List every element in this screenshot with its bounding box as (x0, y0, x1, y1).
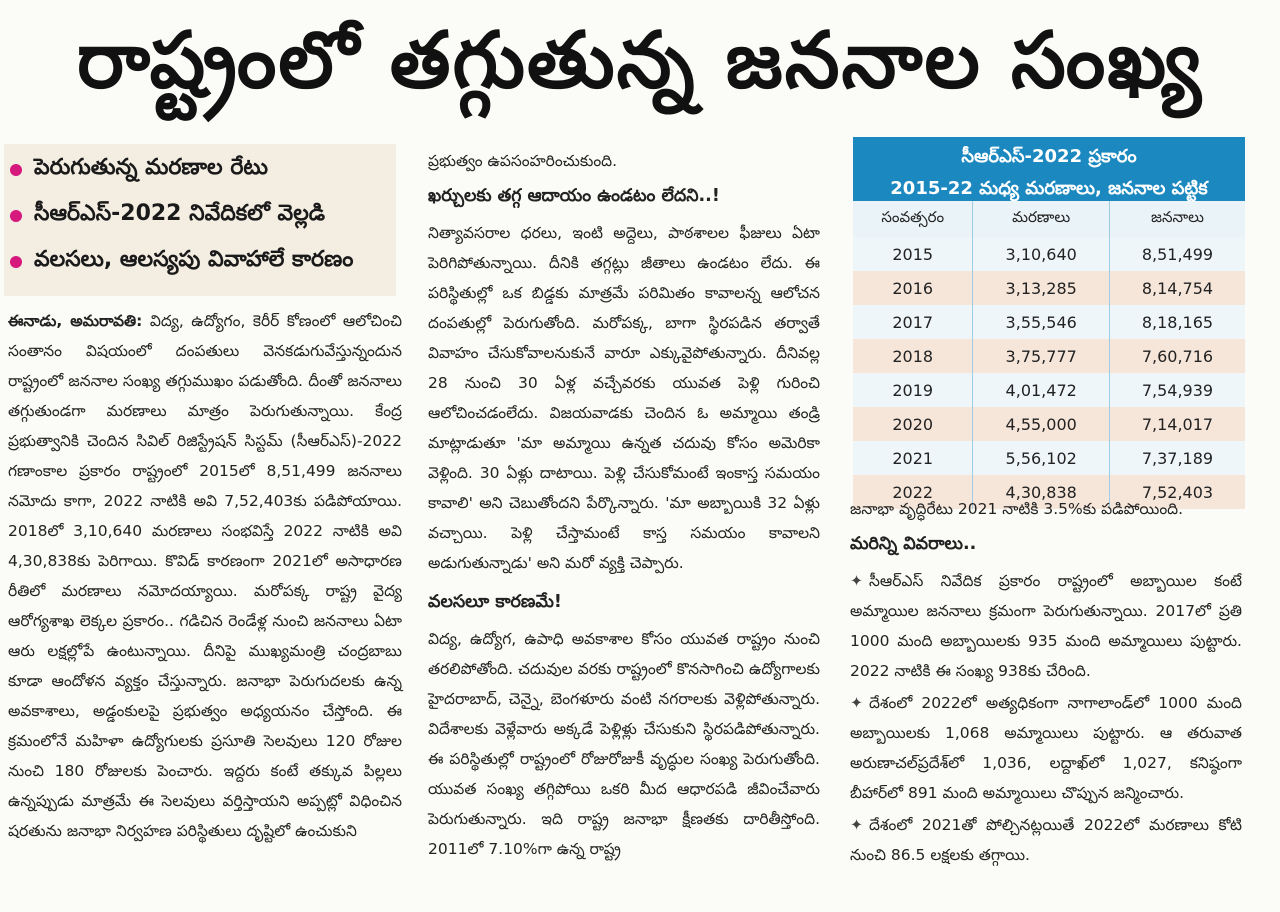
stats-table-box (853, 137, 1245, 502)
article-column-1 (8, 306, 402, 846)
highlights-box (4, 144, 396, 296)
star-bullet-icon: ✦ (850, 572, 863, 590)
subheading: ఖర్చులకు తగ్గ ఆదాయం ఉండటం లేదని..! (428, 186, 720, 206)
star-bullet-icon: ✦ (850, 816, 863, 834)
bullet-paragraph: ✦ దేశంలో 2022లో అత్యధికంగా నాగాలాండ్‌లో 1000 మంది అబ్బాయిలకు 1,068 అమ్మాయిలు పుట్టారు. ఆ తరువాత అరుణాచల్‌ప్రదేశ్‌లో 1,036, లద్దాఖ్‌లో 1,027, కనిష్ఠంగా బీహార్‌లో 891 మంది అమ్మాయిలు చొప్పున జన్మించారు. (850, 694, 1242, 802)
column-header: జననాలు (1109, 201, 1245, 237)
column-header: సంవత్సరం (853, 201, 973, 237)
bullet-dot-icon (10, 210, 22, 222)
highlight-item: వలసలు, ఆలస్యపు వివాహాలే కారణం (4, 242, 396, 282)
bullet-paragraph: ✦ సీఆర్ఎస్ నివేదిక ప్రకారం రాష్ట్రంలో అబ్బాయిల కంటే అమ్మాయిల జననాలు క్రమంగా పెరుగుతున్నాయి. 2017లో ప్రతి 1000 మంది అబ్బాయిలకు 935 మంది అమ్మాయిలు పుట్టారు. 2022 నాటికి ఈ సంఖ్య 938కు చేరింది. (850, 572, 1242, 680)
column-header: మరణాలు (973, 201, 1109, 237)
table-row: 2015 3,10,640 8,51,499 (853, 237, 1245, 271)
bullet-paragraph: ✦ దేశంలో 2021తో పోల్చినట్లయితే 2022లో మరణాలు కోటి నుంచి 86.5 లక్షలకు తగ్గాయి. (850, 816, 1242, 864)
article-column-2 (428, 146, 820, 864)
highlight-item: పెరుగుతున్న మరణాల రేటు (4, 150, 396, 190)
table-row: 2021 5,56,102 7,37,189 (853, 441, 1245, 475)
subheading: మరిన్ని వివరాలు.. (850, 534, 977, 554)
article-paragraph: ప్రభుత్వం ఉపసంహరించుకుంది. (428, 152, 618, 170)
table-row: 2020 4,55,000 7,14,017 (853, 407, 1245, 441)
highlight-item: సీఆర్ఎస్-2022 నివేదికలో వెల్లడి (4, 196, 396, 236)
table-row: 2016 3,13,285 8,14,754 (853, 271, 1245, 305)
star-bullet-icon: ✦ (850, 694, 863, 712)
headline: రాష్ట్రంలో తగ్గుతున్న జననాల సంఖ్య (76, 15, 1204, 106)
stats-table (853, 201, 1245, 509)
subheading: వలసలూ కారణమే! (428, 592, 562, 612)
bullet-dot-icon (10, 164, 22, 176)
table-row: 2018 3,75,777 7,60,716 (853, 339, 1245, 373)
dateline: ఈనాడు, అమరావతి: (8, 312, 143, 330)
article-paragraph: జనాభా వృద్ధిరేటు 2021 నాటికి 3.5%కు పడిపోయింది. (850, 500, 1184, 518)
article-column-3 (850, 494, 1242, 872)
table-title: సీఆర్ఎస్-2022 ప్రకారం 2015-22 మధ్య మరణాలు, జననాల పట్టిక (853, 137, 1245, 201)
table-header-row (853, 201, 1245, 237)
table-row: 2019 4,01,472 7,54,939 (853, 373, 1245, 407)
article-paragraph: నిత్యావసరాల ధరలు, ఇంటి అద్దెలు, పాఠశాలల ఫీజులు ఏటా పెరిగిపోతున్నాయి. దీనికి తగ్గట్లు జీతాలు ఉండటం లేదు. ఈ పరిస్థితుల్లో ఒక బిడ్డకు మాత్రమే పరిమితం కావాలన్న ఆలోచన దంపతుల్లో పెరుగుతోంది. మరోపక్క, బాగా స్థిరపడిన తర్వాతే వివాహం చేసుకోవాలనుకునే వారూ ఎక్కువైపోతున్నారు. దీనివల్ల 28 నుంచి 30 ఏళ్ల వచ్చేవరకు యువత పెళ్లి గురించి ఆలోచించడంలేదు. విజయవాడకు చెందిన ఓ అమ్మాయి తండ్రి మాట్లాడుతూ 'మా అమ్మాయి ఉన్నత చదువు కోసం అమెరికా వెళ్లింది. 30 ఏళ్లు దాటాయి. పెళ్లి చేసుకోమంటే ఇంకాస్త సమయం కావాలి' అని చెబుతోందని పేర్కొన్నారు. 'మా అబ్బాయికి 32 ఏళ్లు వచ్చాయి. పెళ్లి చేస్తామంటే కాస్త సమయం కావాలని అడుగుతున్నాడు' అని మరో వ్యక్తి చెప్పారు. (428, 224, 820, 572)
article-paragraph: విద్య, ఉద్యోగ, ఉపాధి అవకాశాల కోసం యువత రాష్ట్రం నుంచి తరలిపోతోంది. చదువుల వరకు రాష్ట్రంలో కొనసాగించి ఉద్యోగాలకు హైదరాబాద్, చెన్నై, బెంగళూరు వంటి నగరాలకు వెళ్లిపోతున్నారు. విదేశాలకు వెళ్లేవారు అక్కడే పెళ్లిళ్లు చేసుకుని స్థిరపడిపోతున్నారు. ఈ పరిస్థితుల్లో రాష్ట్రంలో రోజురోజుకీ వృద్ధుల సంఖ్య పెరుగుతోంది. యువత సంఖ్య తగ్గిపోయి ఒకరి మీద ఆధారపడి జీవించేవారు పెరుగుతున్నారు. ఇది రాష్ట్ర జనాభా క్షీణతకు దారితీస్తోంది. 2011లో 7.10%గా ఉన్న రాష్ట్ర (428, 630, 820, 858)
article-paragraph: విద్య, ఉద్యోగం, కెరీర్ కోణంలో ఆలోచించి సంతానం విషయంలో దంపతులు వెనకడుగువేస్తున్నందున రాష్ట్రంలో జననాల సంఖ్య తగ్గుముఖం పడుతోంది. దీంతో జననాలు తగ్గుతుండగా మరణాలు మాత్రం పెరుగుతున్నాయి. కేంద్ర ప్రభుత్వానికి చెందిన సివిల్ రిజిస్ట్రేషన్ సిస్టమ్ (సీఆర్ఎస్)-2022 గణాంకాల ప్రకారం రాష్ట్రంలో 2015లో 8,51,499 జననాలు నమోదు కాగా, 2022 నాటికి అవి 7,52,403కు పడిపోయాయి. 2018లో 3,10,640 మరణాలు సంభవిస్తే 2022 నాటికి అవి 4,30,838కు పెరిగాయి. కొవిడ్ కారణంగా 2021లో అసాధారణ రీతిలో మరణాలు నమోదయ్యాయి. మరోపక్క రాష్ట్ర వైద్య ఆరోగ్యశాఖ లెక్కల ప్రకారం.. గడిచిన రెండేళ్ల నుంచి జననాలు ఏటా ఆరు లక్షల్లోపే ఉంటున్నాయి. దీనిపై ముఖ్యమంత్రి చంద్రబాబు కూడా ఆందోళన వ్యక్తం చేస్తున్నారు. జనాభా పెరుగుదలకు ఉన్న అవకాశాలు, అడ్డంకులపై ప్రభుత్వం అధ్యయనం చేస్తోంది. ఈ క్రమంలోనే మహిళా ఉద్యోగులకు ప్రసూతి సెలవులు 120 రోజుల నుంచి 180 రోజులకు పెంచారు. ఇద్దరు కంటే తక్కువ పిల్లలు ఉన్నప్పుడు మాత్రమే ఈ సెలవులు వర్తిస్తాయని అప్పట్లో విధించిన షరతును జనాభా నిర్వహణ పరిస్థితులు దృష్టిలో ఉంచుకుని (8, 312, 402, 840)
table-row: 2017 3,55,546 8,18,165 (853, 305, 1245, 339)
bullet-dot-icon (10, 256, 22, 268)
table-row: 2022 4,30,838 7,52,403 (853, 475, 1245, 509)
